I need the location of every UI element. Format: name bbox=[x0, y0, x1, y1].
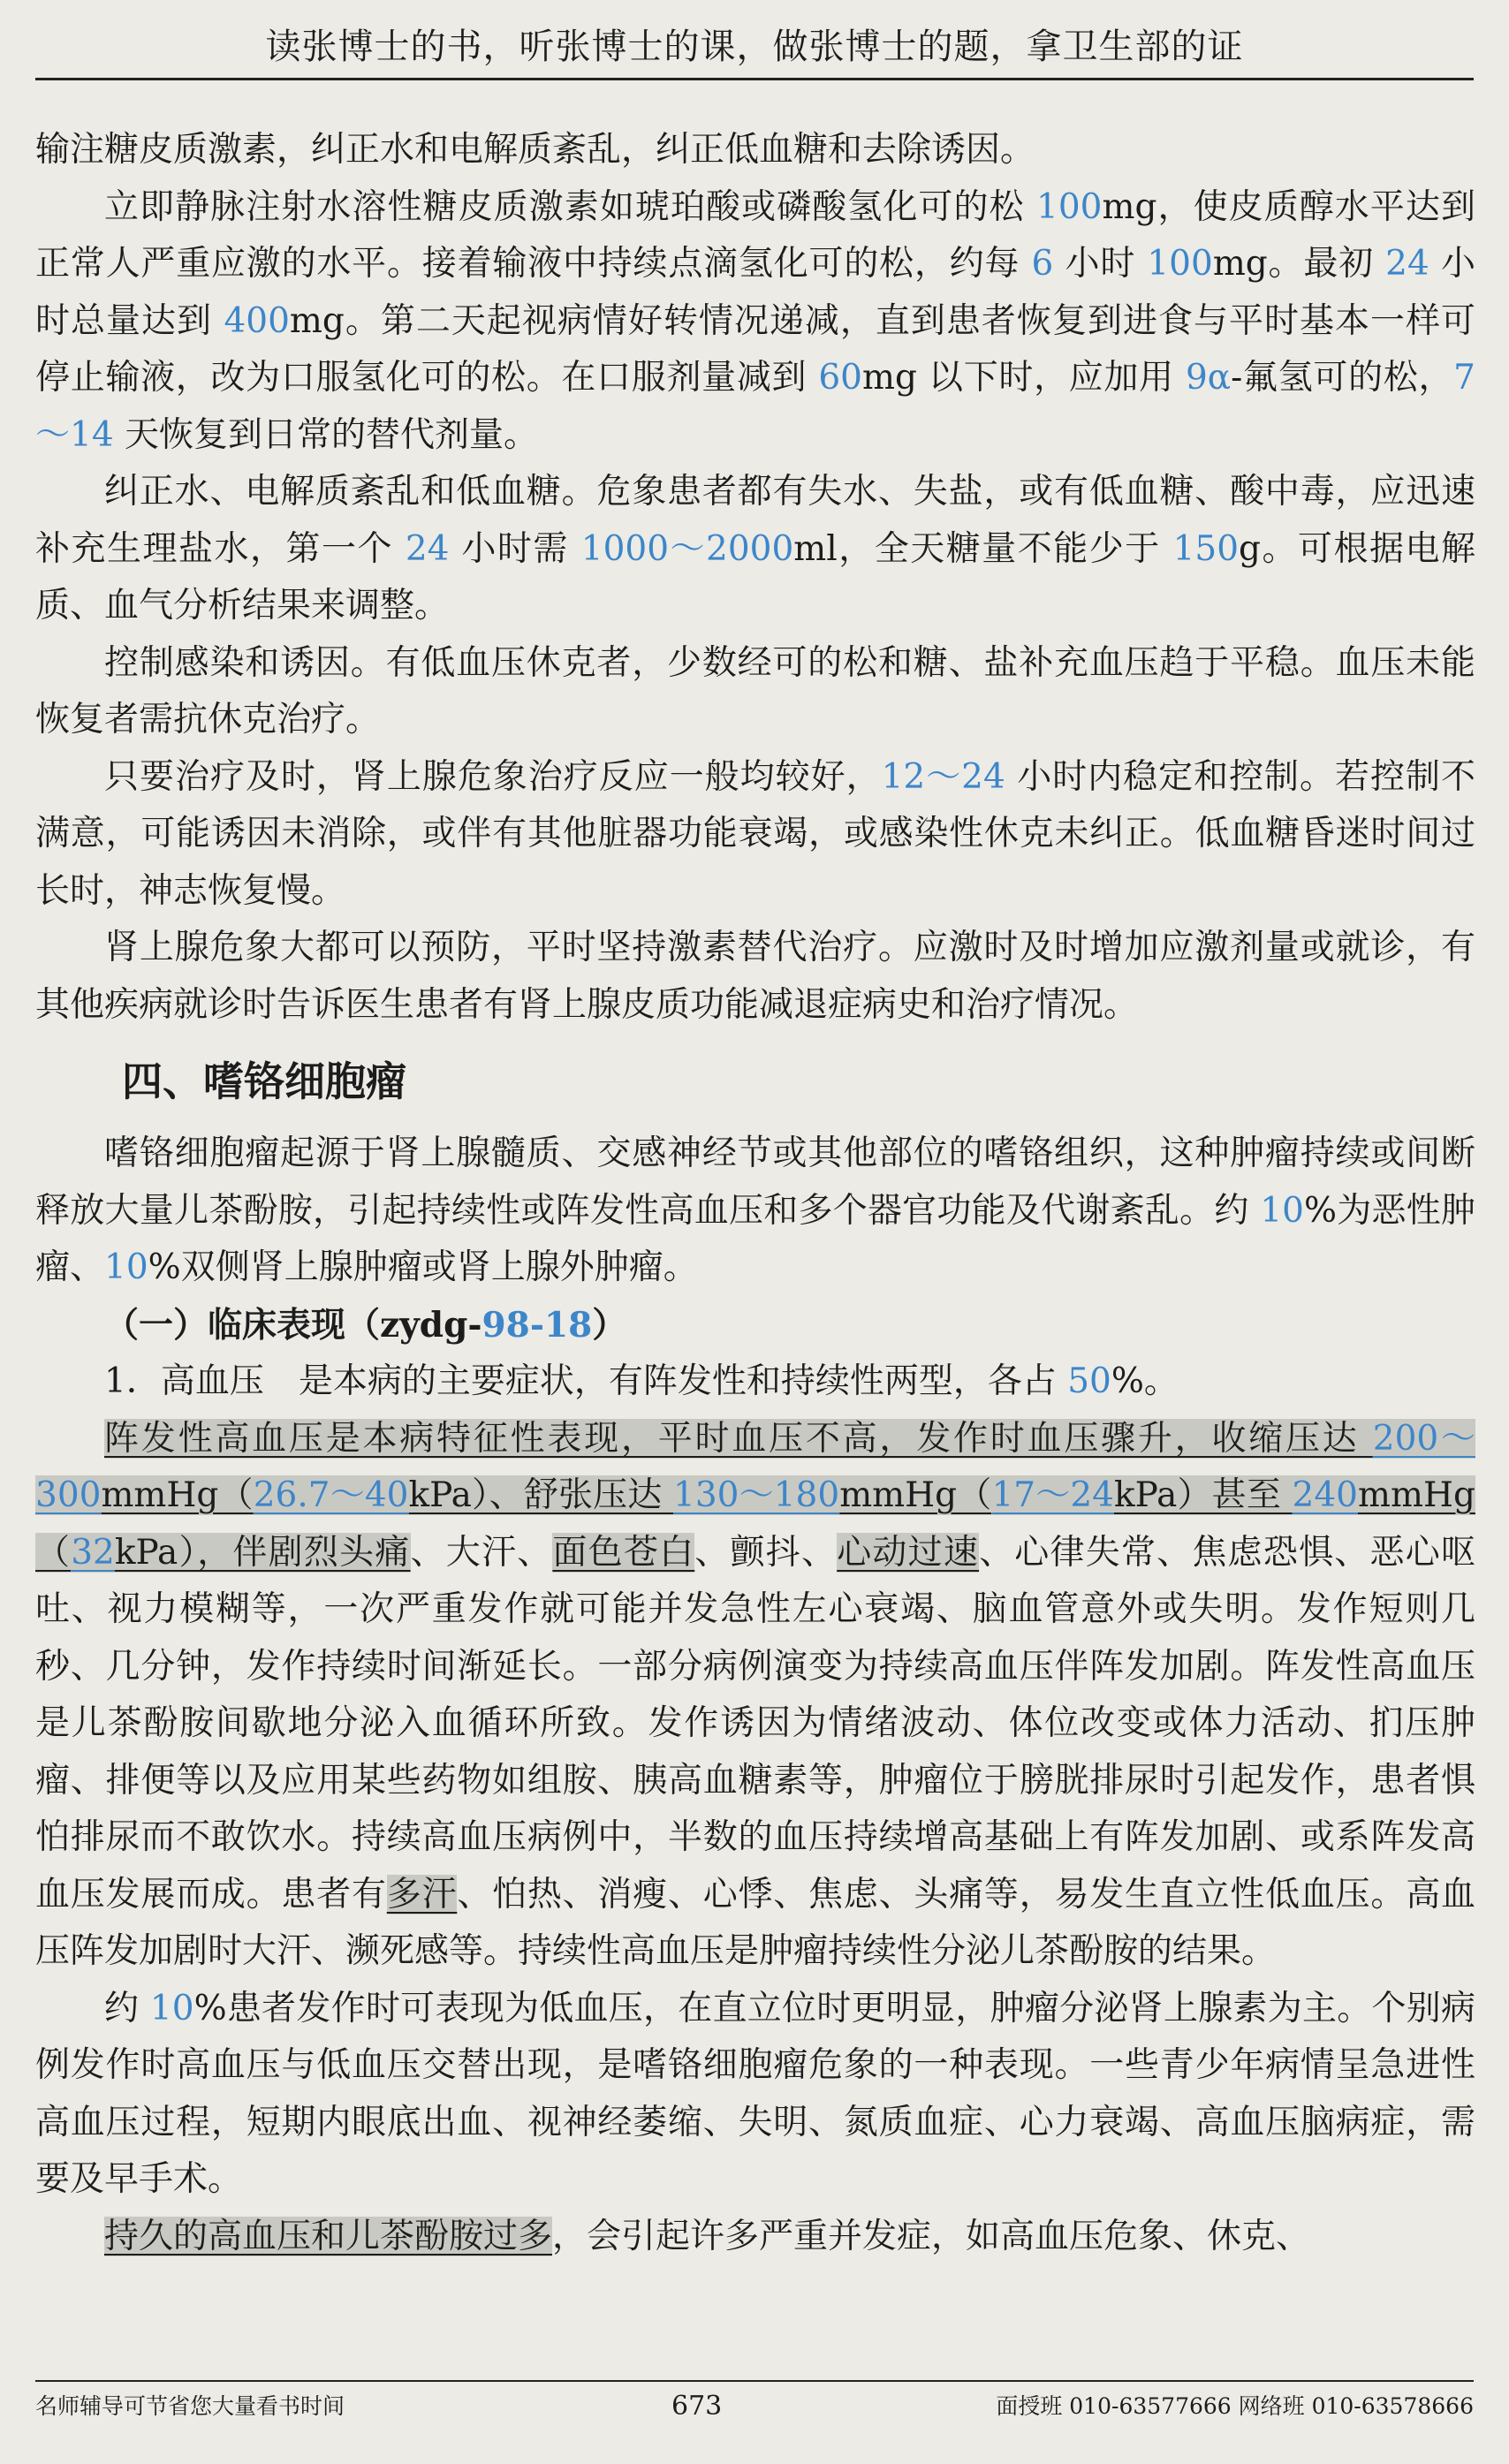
paragraph-7: 嗜铬细胞瘤起源于肾上腺髓质、交感神经节或其他部位的嗜铬组织，这种肿瘤持续或间断释放大量儿茶酚胺，引起持续性或阵发性高血压和多个器官功能及代谢紊乱。约 10%为恶性肿瘤、10%双侧肾上腺肿瘤或肾上腺外肿瘤。 bbox=[35, 1133, 1476, 1287]
subsection-title: （一）临床表现（zydg-98-18） bbox=[104, 1304, 627, 1346]
paragraph-4: 控制感染和诱因。有低血压休克者，少数经可的松和糖、盐补充血压趋于平稳。血压未能恢复者需抗休克治疗。 bbox=[35, 642, 1475, 739]
footer-slogan: 名师辅导可节省您大量看书时间 bbox=[35, 2393, 345, 2419]
paragraph-1: 输注糖皮质激素，纠正水和电解质紊乱，纠正低血糖和去除诱因。 bbox=[35, 130, 1035, 170]
paragraph-5: 只要治疗及时，肾上腺危象治疗反应一般均较好，12～24 小时内稳定和控制。若控制不满意，可能诱因未消除，或伴有其他脏器功能衰竭，或感染性休克未纠正。低血糖昏迷时间过长时，神志恢复慢。 bbox=[35, 756, 1475, 911]
paragraph-9: 阵发性高血压是本病特征性表现，平时血压不高，发作时血压骤升，收缩压达 200～300mmHg（26.7～40kPa）、舒张压达 130～180mmHg（17～24kPa）甚至 240mmHg（32kPa），伴剧烈头痛、大汗、面色苍白、颤抖、心动过速、心律失常、焦虑恐惧、恶心呕吐、视力模糊等，一次严重发作就可能并发急性左心衰竭、脑血管意外或失明。发作短则几秒、几分钟，发作持续时间渐延长。一部分病例演变为持续高血压伴阵发加剧。阵发性高血压是儿茶酚胺间歇地分泌入血循环所致。发作诱因为情绪波动、体位改变或体力活动、扪压肿瘤、排便等以及应用某些药物如组胺、胰高血糖素等，肿瘤位于膀胱排尿时引起发作，患者惧怕排尿而不敢饮水。持续高血压病例中，半数的血压持续增高基础上有阵发加剧、或系阵发高血压发展而成。患者有多汗、怕热、消瘦、心悸、焦虑、头痛等，易发生直立性低血压。高血压阵发加剧时大汗、濒死感等。持续性高血压是肿瘤持续性分泌儿茶酚胺的结果。 bbox=[35, 1418, 1475, 1971]
highlighted-text: 持久的高血压和儿茶酚胺过多 bbox=[104, 2216, 553, 2256]
paragraph-3: 纠正水、电解质紊乱和低血糖。危象患者都有失水、失盐，或有低血糖、酸中毒，应迅速补充生理盐水，第一个 24 小时需 1000～2000ml，全天糖量不能少于 150g。可根据电解质、血气分析结果来调整。 bbox=[35, 472, 1475, 625]
paragraph-11: 持久的高血压和儿茶酚胺过多，会引起许多严重并发症，如高血压危象、休克、 bbox=[104, 2216, 1311, 2256]
highlighted-text: 心动过速 bbox=[837, 1532, 980, 1573]
footer-contact: 面授班 010-63577666 网络班 010-63578666 bbox=[996, 2393, 1474, 2419]
section-title: 四、嗜铬细胞瘤 bbox=[122, 1058, 406, 1105]
highlighted-text: 阵发性高血压是本病特征性表现，平时血压不高，发作时血压骤升，收缩压达 bbox=[104, 1418, 1373, 1459]
main-content bbox=[35, 122, 1475, 2265]
running-header: 读张博士的书，听张博士的课，做张博士的题，拿卫生部的证 bbox=[35, 16, 1474, 80]
paragraph-10: 约 10%患者发作时可表现为低血压，在直立位时更明显，肿瘤分泌肾上腺素为主。个别病例发作时高血压与低血压交替出现，是嗜铬细胞瘤危象的一种表现。一些青少年病情呈急进性高血压过程，短期内眼底出血、视神经萎缩、失明、氮质血症、心力衰竭、高血压脑病症，需要及早手术。 bbox=[35, 1988, 1475, 2199]
highlighted-text: 面色苍白 bbox=[552, 1532, 695, 1573]
paragraph-2: 立即静脉注射水溶性糖皮质激素如琥珀酸或磷酸氢化可的松 100mg，使皮质醇水平达到正常人严重应激的水平。接着输液中持续点滴氢化可的松，约每 6 小时 100mg。最初 24 小时总量达到 400mg。第二天起视病情好转情况递减，直到患者恢复到进食与平时基本一样可停止输液，改为口服氢化可的松。在口服剂量减到 60mg 以下时，应加用 9α-氟氢可的松，7～14 天恢复到日常的替代剂量。 bbox=[35, 186, 1475, 455]
page-number: 673 bbox=[671, 2391, 723, 2422]
page-footer bbox=[35, 2380, 1474, 2431]
paragraph-6: 肾上腺危象大都可以预防，平时坚持激素替代治疗。应激时及时增加应激剂量或就诊，有其他疾病就诊时告诉医生患者有肾上腺皮质功能减退症病史和治疗情况。 bbox=[35, 928, 1475, 1025]
paragraph-8: 1．高血压 是本病的主要症状，有阵发性和持续性两型，各占 50%。 bbox=[104, 1361, 1179, 1401]
highlighted-text: 多汗 bbox=[386, 1874, 458, 1914]
